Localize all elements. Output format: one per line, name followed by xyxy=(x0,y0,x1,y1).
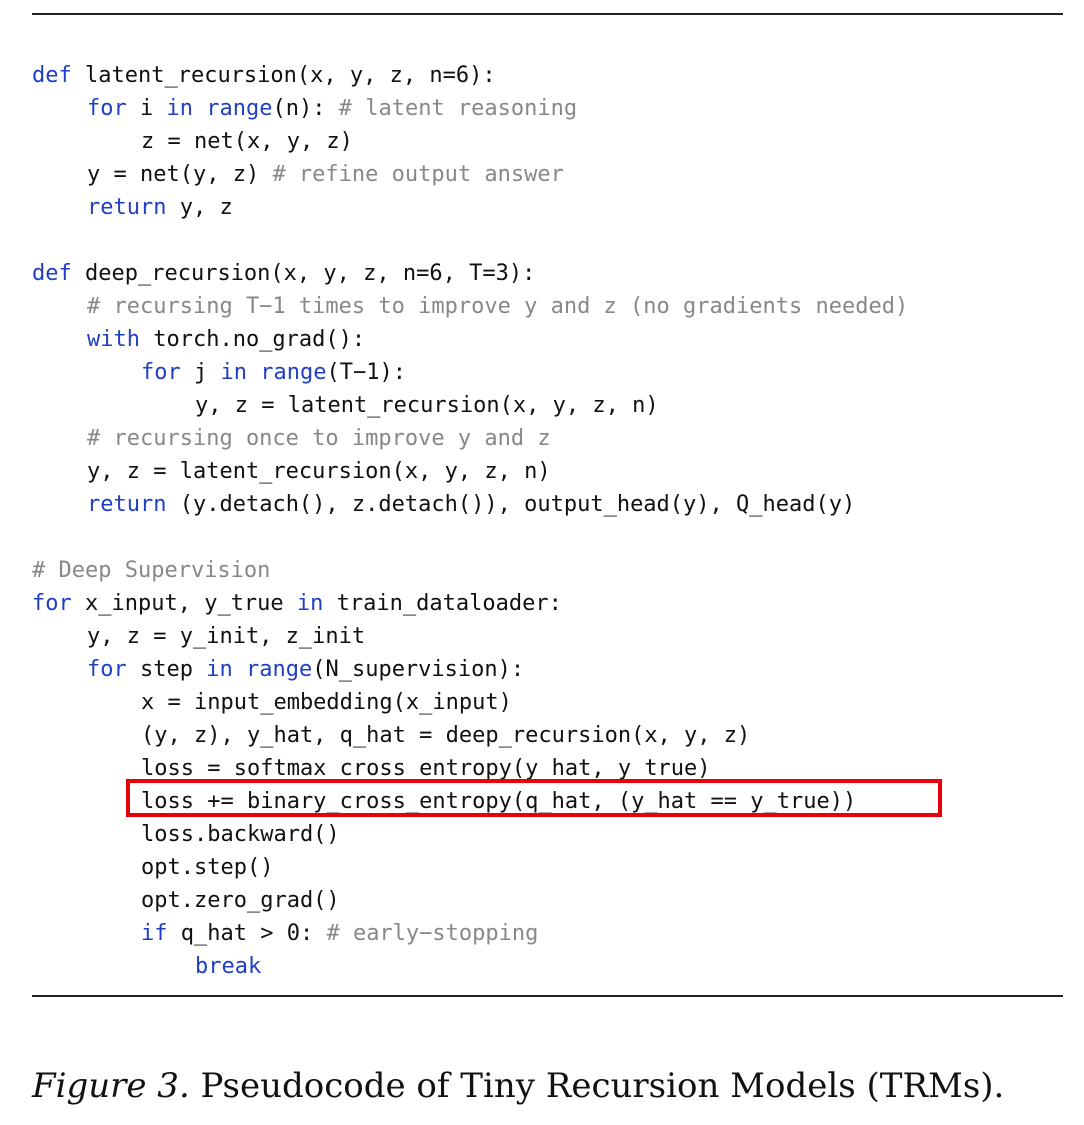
caption-text: Pseudocode of Tiny Recursion Models (TRMs). xyxy=(189,1066,1005,1106)
keyword-token: in xyxy=(220,360,247,385)
code-token: loss += binary_cross_entropy(q_hat, (y_hat == y_true)) xyxy=(141,789,857,814)
code-line xyxy=(32,554,1067,587)
code-token xyxy=(233,657,246,682)
bottom-rule xyxy=(32,995,1063,997)
code-token: y, z xyxy=(166,195,233,220)
code-token: q_hat > 0: xyxy=(167,921,327,946)
code-line xyxy=(32,950,1067,983)
keyword-token: in xyxy=(166,96,193,121)
code-token: (y, z), y_hat, q_hat = deep_recursion(x, y, z) xyxy=(141,723,751,748)
comment-token: # refine output answer xyxy=(272,162,564,187)
highlight-box xyxy=(126,779,942,817)
code-line xyxy=(32,257,1067,290)
code-token: (n): xyxy=(272,96,339,121)
figure-label: Figure 3. xyxy=(32,1066,190,1106)
code-token: y, z = latent_recursion(x, y, z, n) xyxy=(195,393,659,418)
keyword-token: for xyxy=(141,360,181,385)
code-line xyxy=(32,620,1067,653)
code-line xyxy=(32,92,1067,125)
code-token: train_dataloader: xyxy=(323,591,562,616)
keyword-token: range xyxy=(260,360,327,385)
code-token: x = input_embedding(x_input) xyxy=(141,690,512,715)
code-line xyxy=(32,917,1067,950)
code-token: y, z = y_init, z_init xyxy=(87,624,366,649)
code-token: opt.zero_grad() xyxy=(141,888,340,913)
code-line xyxy=(32,290,1067,323)
keyword-token: for xyxy=(32,591,72,616)
code-token: y = net(y, z) xyxy=(87,162,273,187)
keyword-token: with xyxy=(87,327,140,352)
code-token: z = net(x, y, z) xyxy=(141,129,353,154)
code-token: x_input, y_true xyxy=(71,591,297,616)
keyword-token: break xyxy=(195,954,262,979)
code-token: step xyxy=(126,657,207,682)
keyword-token: for xyxy=(87,657,127,682)
code-line xyxy=(32,59,1067,92)
blank-line xyxy=(32,521,1067,554)
keyword-token: range xyxy=(245,657,313,682)
comment-token: # recursing T−1 times to improve y and z (no gradients needed) xyxy=(87,294,909,319)
code-line xyxy=(32,851,1067,884)
code-line xyxy=(32,818,1067,851)
code-token: j xyxy=(180,360,221,385)
code-line xyxy=(32,587,1067,620)
code-line xyxy=(32,191,1067,224)
blank-line xyxy=(32,224,1067,257)
code-token: i xyxy=(126,96,167,121)
code-line xyxy=(32,686,1067,719)
comment-token: # recursing once to improve y and z xyxy=(87,426,551,451)
code-token: loss.backward() xyxy=(141,822,340,847)
code-token: (y.detach(), z.detach()), output_head(y), Q_head(y) xyxy=(166,492,856,517)
keyword-token: in xyxy=(296,591,324,616)
keyword-token: in xyxy=(206,657,233,682)
code-line xyxy=(32,125,1067,158)
top-rule xyxy=(32,13,1063,15)
keyword-token: return xyxy=(87,195,167,220)
code-token: opt.step() xyxy=(141,855,274,880)
keyword-token: return xyxy=(87,492,167,517)
code-token: (T−1): xyxy=(326,360,406,385)
code-line xyxy=(32,653,1067,686)
code-token: (N_supervision): xyxy=(312,657,525,682)
code-token: loss = softmax_cross_entropy(y_hat, y_true) xyxy=(141,756,711,781)
code-line xyxy=(32,422,1067,455)
keyword-token: range xyxy=(206,96,273,121)
code-token: deep_recursion(x, y, z, n=6, T=3): xyxy=(71,261,536,286)
code-line xyxy=(32,884,1067,917)
code-token xyxy=(193,96,206,121)
code-token xyxy=(247,360,260,385)
comment-token: # latent reasoning xyxy=(338,96,578,121)
code-line xyxy=(32,488,1067,521)
pseudocode-block xyxy=(32,59,1067,983)
code-line xyxy=(32,455,1067,488)
keyword-token: def xyxy=(32,261,72,286)
keyword-token: def xyxy=(32,63,72,88)
keyword-token: for xyxy=(87,96,127,121)
code-token: torch.no_grad(): xyxy=(139,327,366,352)
comment-token: # early−stopping xyxy=(326,921,539,946)
keyword-token: if xyxy=(141,921,168,946)
comment-token: # Deep Supervision xyxy=(32,558,271,583)
code-line xyxy=(32,158,1067,191)
code-line xyxy=(32,323,1067,356)
code-line xyxy=(32,719,1067,752)
code-token: latent_recursion(x, y, z, n=6): xyxy=(71,63,496,88)
figure-caption xyxy=(32,1066,1004,1106)
code-line xyxy=(32,356,1067,389)
code-token: y, z = latent_recursion(x, y, z, n) xyxy=(87,459,551,484)
code-line xyxy=(32,389,1067,422)
